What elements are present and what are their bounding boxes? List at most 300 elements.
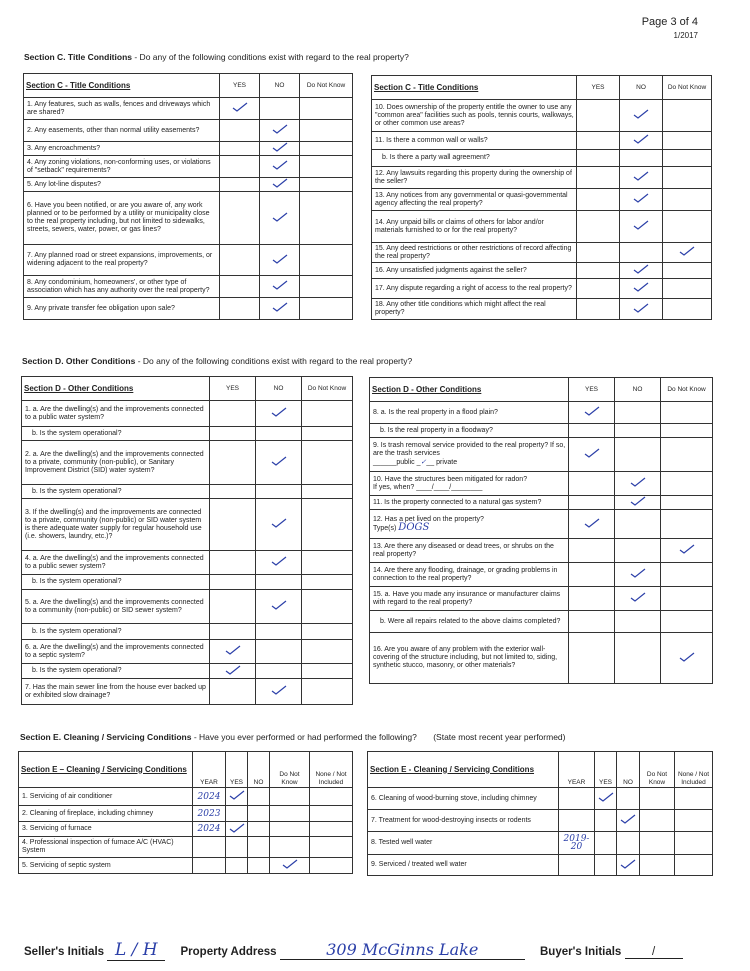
table-row [19,858,353,874]
table-row [368,788,713,810]
answer-cell-yes[interactable] [569,424,615,438]
question-text: b. Is the system operational? [22,575,210,590]
answer-cell-no[interactable] [615,472,661,496]
col-dnk: Do Not Know [663,76,712,100]
checkmark-icon [282,859,298,869]
checkmark-icon [232,102,248,112]
col-no: NO [620,76,663,100]
answer-cell-dnk[interactable] [300,276,353,298]
table-row [24,98,353,120]
table-row [24,245,353,276]
answer-cell-no[interactable] [260,298,300,320]
col-yes: YES [577,76,620,100]
answer-cell-yes[interactable] [210,575,256,590]
answer-cell-dnk[interactable] [663,243,712,263]
answer-cell-no[interactable] [260,98,300,120]
answer-cell-no[interactable] [260,178,300,192]
table-row [372,243,712,263]
answer-cell-yes[interactable] [577,279,620,299]
table-row [370,402,713,424]
col-none: None / Not Included [675,752,713,788]
answer-cell-yes[interactable] [220,142,260,156]
checkmark-icon [229,823,245,833]
answer-cell-dnk[interactable] [661,510,713,539]
service-text: 1. Servicing of air conditioner [19,788,193,806]
table-row [372,132,712,150]
answer-cell-dnk[interactable] [302,679,353,705]
answer-cell-none[interactable] [310,822,353,837]
year-field[interactable]: 2024 [193,822,226,837]
answer-cell-no[interactable] [256,551,302,575]
checkmark-icon [620,814,636,824]
checkmark-icon [679,652,695,662]
year-field[interactable] [193,858,226,874]
answer-cell-no[interactable] [615,611,661,633]
answer-cell-yes[interactable] [577,189,620,211]
table-row [370,539,713,563]
answer-cell-dnk[interactable] [661,496,713,510]
answer-cell-no[interactable] [615,424,661,438]
answer-cell-no[interactable] [620,211,663,243]
answer-cell-dnk[interactable] [300,120,353,142]
answer-cell-no[interactable] [256,640,302,664]
answer-cell-dnk[interactable] [663,263,712,279]
answer-cell-no[interactable] [256,485,302,499]
year-field[interactable] [559,855,595,876]
question-text: b. Is the system operational? [22,664,210,679]
answer-cell-dnk[interactable] [300,98,353,120]
answer-cell-no[interactable] [256,590,302,624]
answer-cell-dnk[interactable] [640,832,675,855]
answer-cell-dnk[interactable] [640,810,675,832]
question-text: 17. Any dispute regarding a right of access to the real property? [372,279,577,299]
question-text: 10. Does ownership of the property entitle the owner to use any "common area" facilities such as pools, tennis courts, walkways, or other common use areas? [372,100,577,132]
table-row [19,822,353,837]
checkmark-icon [225,665,241,675]
question-text: 16. Any unsatisfied judgments against the seller? [372,263,577,279]
answer-cell-yes[interactable] [577,299,620,320]
answer-cell-no[interactable] [620,189,663,211]
answer-cell-dnk[interactable] [661,539,713,563]
answer-cell-yes[interactable] [220,120,260,142]
answer-cell-yes[interactable] [210,499,256,551]
answer-cell-dnk[interactable] [661,587,713,611]
col-yes: YES [569,378,615,402]
answer-cell-no[interactable] [248,858,270,874]
col-yes: YES [220,74,260,98]
answer-cell-none[interactable] [310,806,353,822]
answer-cell-dnk[interactable] [302,590,353,624]
checkmark-icon [229,790,245,800]
table-row [372,167,712,189]
table-heading: Section C - Title Conditions [24,74,220,98]
property-address-field[interactable]: 309 McGinns Lake [280,940,525,960]
table-row [368,855,713,876]
table-heading: Section E - Cleaning / Servicing Conditions [368,752,559,788]
answer-cell-no[interactable] [620,263,663,279]
answer-cell-none[interactable] [310,837,353,858]
answer-cell-dnk[interactable] [661,438,713,472]
answer-cell-no[interactable] [256,499,302,551]
question-text: 1. a. Are the dwelling(s) and the improvements connected to a public water system? [22,401,210,427]
answer-cell-yes[interactable] [210,551,256,575]
answer-cell-no[interactable] [248,788,270,806]
answer-cell-none[interactable] [675,810,713,832]
answer-cell-no[interactable] [260,192,300,245]
answer-cell-no[interactable] [617,810,640,832]
checkmark-icon [271,456,287,466]
seller-initials-label: Seller's Initials [24,946,105,958]
question-text: 7. Any planned road or street expansions, improvements, or widening adjacent to the real property? [24,245,220,276]
col-no: NO [260,74,300,98]
answer-cell-yes[interactable] [569,472,615,496]
question-text: 2. a. Are the dwelling(s) and the improvements connected to a private, community (non-public), or Sanitary Improvement District (SID) water system? [22,441,210,485]
question-text: 9. Is trash removal service provided to the real property? If so, are the trash services ______public _✓__ private [370,438,569,472]
answer-cell-no[interactable] [615,587,661,611]
question-text: 14. Are there any flooding, drainage, or grading problems in connection to the real property? [370,563,569,587]
table-row [22,640,353,664]
answer-cell-dnk[interactable] [270,788,310,806]
answer-cell-dnk[interactable] [640,788,675,810]
answer-cell-yes[interactable] [577,150,620,167]
table-row [372,279,712,299]
col-dnk: Do Not Know [270,752,310,788]
answer-cell-yes[interactable] [569,611,615,633]
answer-cell-no[interactable] [260,276,300,298]
col-year: YEAR [193,752,226,788]
answer-cell-no[interactable] [615,438,661,472]
answer-cell-yes[interactable] [569,438,615,472]
answer-cell-no[interactable] [615,539,661,563]
answer-cell-dnk[interactable] [270,837,310,858]
answer-cell-dnk[interactable] [302,499,353,551]
answer-cell-no[interactable] [248,806,270,822]
answer-cell-no[interactable] [620,150,663,167]
checkmark-icon [633,282,649,292]
answer-cell-yes[interactable] [226,822,248,837]
checkmark-icon [633,264,649,274]
checkmark-icon [584,448,600,458]
answer-cell-no[interactable] [615,633,661,684]
answer-cell-dnk[interactable] [663,299,712,320]
checkmark-icon [272,160,288,170]
checkmark-icon [584,406,600,416]
section-c-title: Section C. Title Conditions - Do any of the following conditions exist with regard to the real property? [24,52,409,62]
answer-cell-dnk[interactable] [663,150,712,167]
answer-cell-dnk[interactable] [661,563,713,587]
answer-cell-no[interactable] [615,496,661,510]
answer-cell-none[interactable] [675,855,713,876]
table-row [370,496,713,510]
signature-footer [24,940,724,961]
table-row [22,624,353,640]
buyer-initials-label: Buyer's Initials [539,946,622,958]
answer-cell-dnk[interactable] [663,100,712,132]
question-text: 13. Are there any diseased or dead trees, or shrubs on the real property? [370,539,569,563]
checkmark-icon [630,477,646,487]
service-text: 3. Servicing of furnace [19,822,193,837]
section-e-right-table [367,751,713,876]
answer-cell-dnk[interactable] [270,858,310,874]
checkmark-icon [633,134,649,144]
year-field[interactable]: 2023 [193,806,226,822]
answer-cell-dnk[interactable] [663,132,712,150]
answer-cell-dnk[interactable] [640,855,675,876]
answer-cell-yes[interactable] [210,679,256,705]
year-field[interactable] [559,788,595,810]
answer-cell-no[interactable] [617,832,640,855]
section-d-left-table [21,376,353,705]
checkmark-icon [271,685,287,695]
question-text: 5. Any lot-line disputes? [24,178,220,192]
answer-cell-no[interactable] [256,624,302,640]
answer-cell-no[interactable] [620,167,663,189]
answer-cell-dnk[interactable] [300,142,353,156]
answer-cell-dnk[interactable] [300,178,353,192]
answer-cell-yes[interactable] [210,640,256,664]
answer-cell-yes[interactable] [226,806,248,822]
table-row [370,438,713,472]
table-row [372,299,712,320]
answer-cell-yes[interactable] [577,132,620,150]
answer-cell-dnk[interactable] [270,806,310,822]
answer-cell-no[interactable] [260,142,300,156]
answer-cell-dnk[interactable] [663,189,712,211]
answer-cell-no[interactable] [260,156,300,178]
answer-cell-yes[interactable] [577,167,620,189]
answer-cell-yes[interactable] [595,832,617,855]
answer-cell-dnk[interactable] [302,551,353,575]
answer-cell-yes[interactable] [210,401,256,427]
checkmark-icon [272,142,288,152]
col-dnk: Do Not Know [300,74,353,98]
answer-cell-yes[interactable] [210,664,256,679]
answer-cell-dnk[interactable] [302,575,353,590]
answer-cell-none[interactable] [310,788,353,806]
checkmark-icon [633,220,649,230]
checkmark-icon [271,407,287,417]
answer-cell-dnk[interactable] [300,192,353,245]
seller-initials-field[interactable]: L / H [107,940,165,961]
checkmark-icon [630,592,646,602]
answer-cell-dnk[interactable] [302,624,353,640]
checkmark-icon [633,193,649,203]
question-text: 12. Has a pet lived on the property? Type(s) DOGS [370,510,569,539]
checkmark-icon [633,171,649,181]
question-text: 8. a. Is the real property in a flood plain? [370,402,569,424]
table-row [370,587,713,611]
section-c-right-table [371,75,712,320]
table-row [372,211,712,243]
service-text: 2. Cleaning of fireplace, including chimney [19,806,193,822]
table-row [19,788,353,806]
checkmark-icon [272,280,288,290]
answer-cell-yes[interactable] [220,245,260,276]
answer-cell-yes[interactable] [577,100,620,132]
answer-cell-yes[interactable] [569,633,615,684]
answer-cell-no[interactable] [620,100,663,132]
answer-cell-no[interactable] [617,855,640,876]
answer-cell-yes[interactable] [220,178,260,192]
table-row [22,485,353,499]
checkmark-icon [633,303,649,313]
answer-cell-yes[interactable] [595,855,617,876]
checkmark-icon [272,124,288,134]
checkmark-icon [272,178,288,188]
answer-cell-none[interactable] [675,788,713,810]
service-text: 7. Treatment for wood-destroying insects or rodents [368,810,559,832]
answer-cell-dnk[interactable] [302,640,353,664]
table-row [22,590,353,624]
answer-cell-dnk[interactable] [302,401,353,427]
table-row [22,401,353,427]
answer-cell-no[interactable] [620,132,663,150]
answer-cell-yes[interactable] [595,810,617,832]
answer-cell-dnk[interactable] [270,822,310,837]
answer-cell-no[interactable] [620,299,663,320]
answer-cell-no[interactable] [248,822,270,837]
answer-cell-none[interactable] [310,858,353,874]
table-row [370,424,713,438]
answer-cell-yes[interactable] [210,427,256,441]
table-row [368,832,713,855]
answer-cell-dnk[interactable] [300,298,353,320]
answer-cell-yes[interactable] [569,496,615,510]
answer-cell-yes[interactable] [569,587,615,611]
answer-cell-yes[interactable] [569,563,615,587]
answer-cell-dnk[interactable] [663,167,712,189]
question-text: b. Is the real property in a floodway? [370,424,569,438]
question-text: 13. Any notices from any governmental or quasi-governmental agency affecting the real property? [372,189,577,211]
answer-cell-dnk[interactable] [661,611,713,633]
section-d-right-table [369,377,713,684]
answer-cell-yes[interactable] [577,243,620,263]
answer-cell-dnk[interactable] [300,245,353,276]
table-row [370,633,713,684]
answer-cell-no[interactable] [248,837,270,858]
question-text: 12. Any lawsuits regarding this property during the ownership of the seller? [372,167,577,189]
answer-cell-dnk[interactable] [302,664,353,679]
col-no: NO [617,752,640,788]
answer-cell-yes[interactable] [220,98,260,120]
section-d-title: Section D. Other Conditions - Do any of the following conditions exist with regard to the real property? [22,356,413,366]
answer-cell-yes[interactable] [210,624,256,640]
section-e-left-table [18,751,353,874]
answer-cell-no[interactable] [256,401,302,427]
question-text: 3. Any encroachments? [24,142,220,156]
answer-cell-no[interactable] [620,279,663,299]
answer-cell-dnk[interactable] [300,156,353,178]
service-text: 9. Serviced / treated well water [368,855,559,876]
answer-cell-dnk[interactable] [663,279,712,299]
answer-cell-yes[interactable] [210,441,256,485]
question-text: 15. a. Have you made any insurance or manufacturer claims with regard to the real property? [370,587,569,611]
answer-cell-no[interactable] [256,575,302,590]
checkmark-icon [679,544,695,554]
answer-cell-yes[interactable] [577,211,620,243]
table-row [368,810,713,832]
checkmark-icon [630,496,646,506]
service-text: 5. Servicing of septic system [19,858,193,874]
table-heading: Section E – Cleaning / Servicing Conditions [19,752,193,788]
checkmark-icon [271,600,287,610]
table-row [22,575,353,590]
answer-cell-no[interactable] [256,427,302,441]
answer-cell-yes[interactable] [226,788,248,806]
question-text: 9. Any private transfer fee obligation upon sale? [24,298,220,320]
year-field[interactable] [193,837,226,858]
table-row [372,263,712,279]
answer-cell-dnk[interactable] [661,472,713,496]
answer-cell-no[interactable] [260,245,300,276]
buyer-initials-field[interactable]: / [625,946,683,959]
answer-cell-dnk[interactable] [661,424,713,438]
checkmark-icon [630,568,646,578]
table-row [24,192,353,245]
answer-cell-yes[interactable] [220,276,260,298]
answer-cell-yes[interactable] [210,590,256,624]
answer-cell-no[interactable] [256,441,302,485]
answer-cell-dnk[interactable] [302,441,353,485]
answer-cell-no[interactable] [620,243,663,263]
question-text: 14. Any unpaid bills or claims of others for labor and/or materials furnished to or for the real property? [372,211,577,243]
question-text: 11. Is the property connected to a natural gas system? [370,496,569,510]
answer-cell-yes[interactable] [210,485,256,499]
question-text: 4. a. Are the dwelling(s) and the improvements connected to a public sewer system? [22,551,210,575]
answer-cell-yes[interactable] [220,156,260,178]
question-text: 4. Any zoning violations, non-conforming uses, or violations of "setback" requirements? [24,156,220,178]
checkmark-icon [271,518,287,528]
answer-cell-yes[interactable] [226,837,248,858]
section-e-title: Section E. Cleaning / Servicing Conditions - Have you ever performed or had performed the following? (State most recent year performed) [20,732,566,742]
answer-cell-dnk[interactable] [302,485,353,499]
answer-cell-none[interactable] [675,832,713,855]
answer-cell-no[interactable] [617,788,640,810]
answer-cell-no[interactable] [615,563,661,587]
answer-cell-yes[interactable] [569,402,615,424]
answer-cell-yes[interactable] [569,510,615,539]
answer-cell-dnk[interactable] [663,211,712,243]
answer-cell-no[interactable] [615,402,661,424]
answer-cell-dnk[interactable] [302,427,353,441]
answer-cell-no[interactable] [615,510,661,539]
answer-cell-yes[interactable] [595,788,617,810]
service-text: 4. Professional inspection of furnace A/C (HVAC) System [19,837,193,858]
answer-cell-yes[interactable] [220,298,260,320]
answer-cell-yes[interactable] [577,263,620,279]
answer-cell-no[interactable] [256,679,302,705]
table-row [370,510,713,539]
table-row [370,563,713,587]
section-c-left-table [23,73,353,320]
year-field[interactable] [559,810,595,832]
answer-cell-dnk[interactable] [661,633,713,684]
table-row [24,156,353,178]
year-field[interactable]: 2019-20 [559,832,595,855]
table-row [24,298,353,320]
answer-cell-dnk[interactable] [661,402,713,424]
answer-cell-yes[interactable] [220,192,260,245]
checkmark-icon [225,645,241,655]
year-field[interactable]: 2024 [193,788,226,806]
answer-cell-no[interactable] [260,120,300,142]
table-row [22,679,353,705]
answer-cell-no[interactable] [256,664,302,679]
answer-cell-yes[interactable] [226,858,248,874]
answer-cell-yes[interactable] [569,539,615,563]
question-text: 1. Any features, such as walls, fences and driveways which are shared? [24,98,220,120]
question-text: 16. Are you aware of any problem with the exterior wall-covering of the structure including, but not limited to, siding, synthetic stucco, masonry, or other materials? [370,633,569,684]
